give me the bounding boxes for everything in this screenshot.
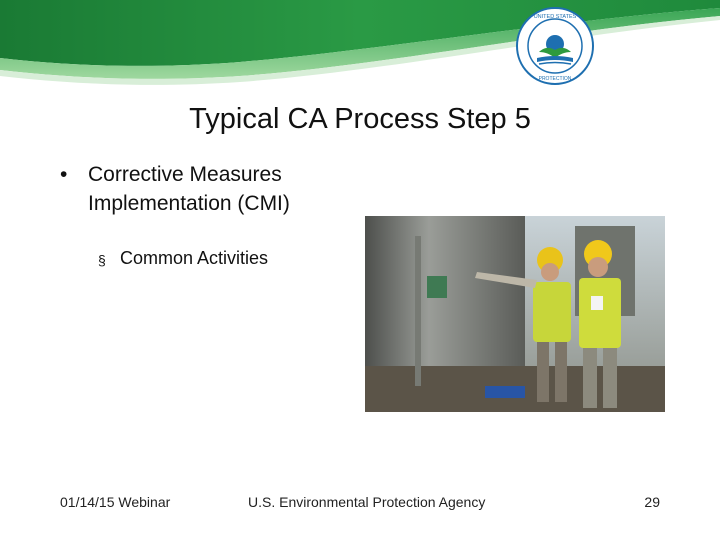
slide-title: Typical CA Process Step 5 [189,103,531,135]
svg-text:PROTECTION: PROTECTION [538,76,572,82]
footer-organization: U.S. Environmental Protection Agency [248,494,486,510]
site-photo [365,216,665,412]
page-number: 29 [644,494,660,510]
bullet-text: Corrective Measures Implementation (CMI) [88,163,290,215]
svg-text:UNITED STATES: UNITED STATES [533,14,577,20]
sub-bullet-text: Common Activities [120,248,269,268]
epa-seal-icon [515,6,595,86]
sub-bullet-marker: § [98,252,106,268]
header-banner [0,0,720,95]
bullet-marker: • [60,163,68,186]
footer-date: 01/14/15 Webinar [60,494,171,510]
